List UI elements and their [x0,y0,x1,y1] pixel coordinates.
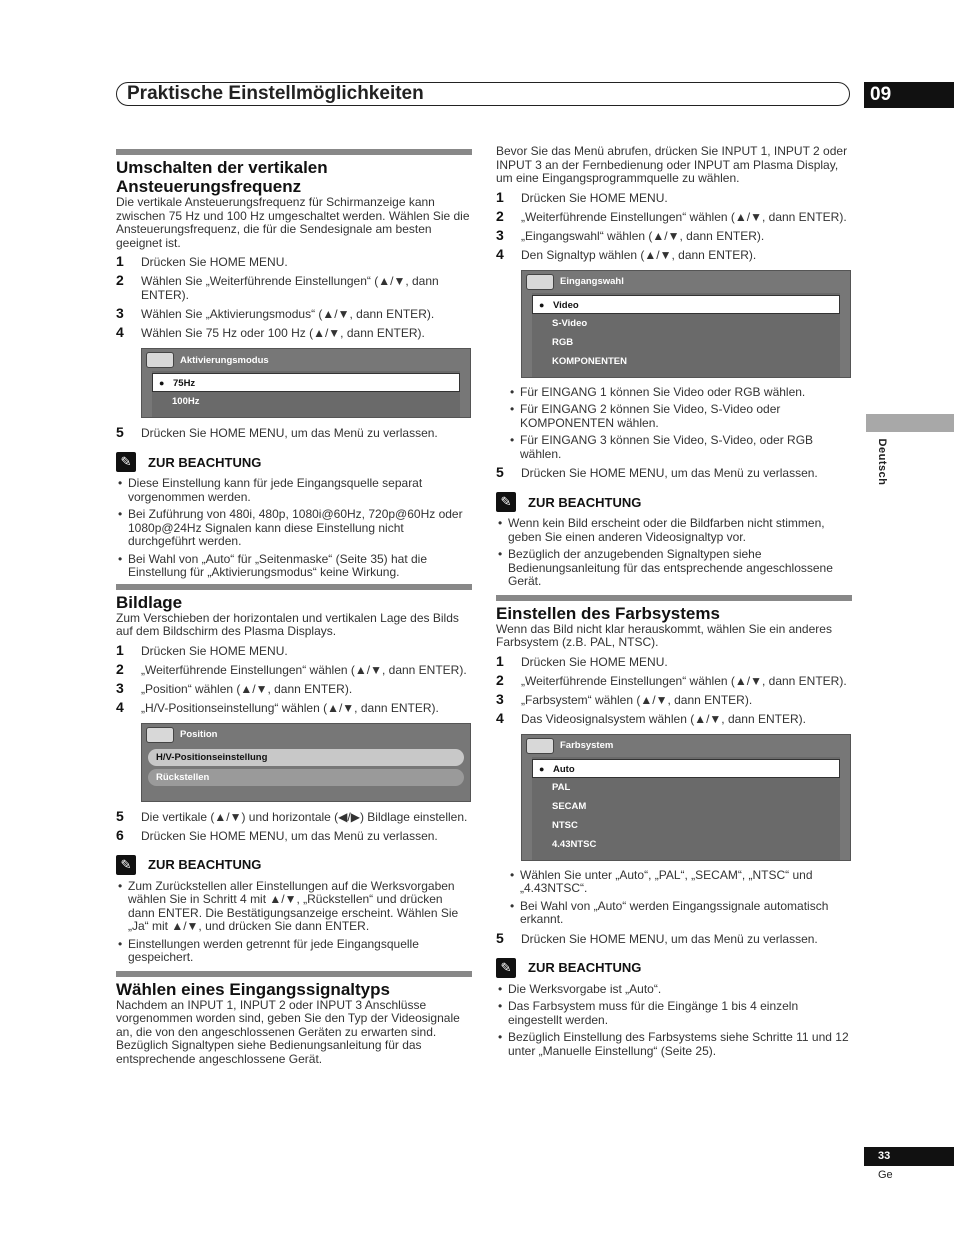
note-item: • Die Werksvorgabe ist „Auto“. [496,983,852,997]
step: 4 Das Videosignalsystem wählen (▲/▼, dann ENTER). [496,709,806,726]
step: 2 „Weiterführende Einstellungen“ wählen (▲/▼, dann ENTER). [496,207,847,224]
menu-item: RGB [552,336,574,348]
chapter-header [116,82,850,106]
menu-screenshot-farbsystem: Farbsystem ● Auto PAL SECAM NTSC 4.43NTSC [521,734,851,861]
menu-item: 100Hz [172,396,200,407]
step: 1 Drücken Sie HOME MENU. [116,253,288,269]
menu-item: 4.43NTSC [552,838,597,850]
step: 3 Wählen Sie „Aktivierungsmodus“ (▲/▼, dann ENTER). [116,305,435,321]
step: 4 Wählen Sie 75 Hz oder 100 Hz (▲/▼, dann ENTER). [116,324,425,340]
menu-screenshot-eingangswahl: Eingangswahl ● Video S-Video RGB KOMPONENTEN [521,270,851,378]
step: 2 „Weiterführende Einstellungen“ wählen (▲/▼, dann ENTER). [496,671,847,688]
note-header: ✎ ZUR BEACHTUNG [496,958,852,978]
menu-item: Rückstellen [148,769,464,786]
menu-item: ● 75Hz [152,373,460,392]
menu-screenshot-aktivierungsmodus: Aktivierungsmodus ● 75Hz 100Hz [141,348,471,418]
section-intro: Die vertikale Ansteuerungsfrequenz für Schirmanzeige kann zwischen 75 Hz und 100 Hz umgeschaltet werden. Wählen Sie die Ansteuerungsfrequenz, die für die Sendesignale am besten geeignet ist. [116,195,470,250]
menu-item: S-Video [552,317,588,329]
step: 1 Drücken Sie HOME MENU. [496,188,668,205]
note-pencil-icon: ✎ [116,855,136,875]
step: 5 Drücken Sie HOME MENU, um das Menü zu verlassen. [496,929,818,946]
step: 1 Drücken Sie HOME MENU. [116,641,288,658]
note-pencil-icon: ✎ [496,492,516,512]
section-title-eingangssignal: Wählen eines Eingangssignaltyps [116,979,390,999]
menu-item: PAL [552,781,571,793]
step: 3 „Eingangswahl“ wählen (▲/▼, dann ENTER). [496,226,765,243]
section-rule [116,149,472,155]
note-header: ✎ ZUR BEACHTUNG [496,492,852,512]
menu-item: KOMPONENTEN [552,355,627,367]
menu-icon [526,738,554,754]
note-item: • Das Farbsystem muss für die Eingänge 1 bis 4 einzeln eingestellt werden. [496,1000,852,1027]
step: 6 Drücken Sie HOME MENU, um das Menü zu verlassen. [116,826,438,843]
menu-item: ● Auto [532,759,840,778]
step: 2 „Weiterführende Einstellungen“ wählen (▲/▼, dann ENTER). [116,660,467,677]
menu-icon [526,274,554,290]
note-item: • Bei Wahl von „Auto“ für „Seitenmaske“ (Seite 35) hat die Einstellung für „Aktivierungsmodus“ keine Wirkung. [116,553,472,580]
chapter-number: 09 [864,82,954,108]
step: 1 Drücken Sie HOME MENU. [496,652,668,669]
step: 4 „H/V-Positionseinstellung“ wählen (▲/▼, dann ENTER). [116,698,439,715]
note-header: ✎ ZUR BEACHTUNG [116,855,472,875]
page-title: Praktische Einstellmöglichkeiten [127,83,424,104]
step: 2 Wählen Sie „Weiterführende Einstellungen“ (▲/▼, dann ENTER). [116,272,439,302]
note-item: • Diese Einstellung kann für jede Eingangsquelle separat vorgenommen werden. [116,477,472,504]
note-item: • Zum Zurückstellen aller Einstellungen auf die Werksvorgaben wählen Sie in Schritt 4 mit ▲/▼, „Rückstellen“ und drücken dann ENTER. Die Bestätigungsanzeige erscheint. Wählen Sie „Ja“ mit ▲/▼, und drücken Sie dann ENTER. [116,880,472,934]
step: 4 Den Signaltyp wählen (▲/▼, dann ENTER). [496,245,757,262]
section-intro: Zum Verschieben der horizontalen und vertikalen Lage des Bilds auf dem Bildschirm des Plasma Displays. [116,610,459,638]
section-title-frequency: Umschalten der vertikalen Ansteuerungsfrequenz [116,158,328,196]
section-rule [116,971,472,977]
menu-screenshot-position: Position H/V-Positionseinstellung Rückstellen [141,723,471,802]
menu-icon [146,352,174,368]
step: 5 Drücken Sie HOME MENU, um das Menü zu verlassen. [116,424,438,440]
note-pencil-icon: ✎ [496,958,516,978]
note-item: • Einstellungen werden getrennt für jede Eingangsquelle gespeichert. [116,938,472,965]
step: 5 Drücken Sie HOME MENU, um das Menü zu verlassen. [496,464,818,480]
section-intro: Nachdem an INPUT 1, INPUT 2 oder INPUT 3 Anschlüsse vorgenommen worden sind, geben Sie den Typ der Videosignale an, die von den angeschlossenen Geräten zu erwarten sind. Bezüglich Signaltypen siehe Bedienungsanleitung für das entsprechende angeschlossene Gerät. [116,997,460,1066]
page-lang-code: Ge [878,1169,893,1181]
step: 3 „Farbsystem“ wählen (▲/▼, dann ENTER). [496,690,753,707]
section-intro: Wenn das Bild nicht klar herauskommt, wählen Sie ein anderes Farbsystem (z.B. PAL, NTSC). [496,621,832,649]
menu-item: ● Video [532,295,840,314]
language-label: Deutsch [876,438,888,486]
step: 5 Die vertikale (▲/▼) und horizontale (◀/▶) Bildlage einstellen. [116,807,468,824]
menu-item: H/V-Positionseinstellung [148,749,464,766]
note-pencil-icon: ✎ [116,452,136,472]
page-number: 33 [864,1147,954,1166]
menu-icon [146,727,174,743]
section-rule [116,584,472,590]
bullet-item: • Wählen Sie unter „Auto“, „PAL“, „SECAM“, „NTSC“ und „4.43NTSC“. [508,869,852,896]
note-header: ✎ ZUR BEACHTUNG [116,452,472,472]
step: 3 „Position“ wählen (▲/▼, dann ENTER). [116,679,353,696]
note-item: • Bezüglich Einstellung des Farbsystems siehe Schritte 11 und 12 unter „Manuelle Einstellung“ (Seite 25). [496,1031,852,1058]
section-intro: Bevor Sie das Menü abrufen, drücken Sie INPUT 1, INPUT 2 oder INPUT 3 an der Fernbedienung oder INPUT am Plasma Display, um eine Eingangsprogrammquelle zu wählen. [496,144,848,185]
bullet-item: • Bei Wahl von „Auto“ werden Eingangssignale automatisch erkannt. [508,900,852,927]
language-tab [866,414,954,432]
note-item: • Bezüglich der anzugebenden Signaltypen siehe Bedienungsanleitung für das entsprechende angeschlossene Gerät. [496,548,852,589]
section-title-bildlage: Bildlage [116,592,183,612]
bullet-item: • Für EINGANG 1 können Sie Video oder RGB wählen. [508,386,852,400]
note-item: • Bei Zuführung von 480i, 480p, 1080i@60Hz, 720p@60Hz oder 1080p@24Hz Signalen kann diese Einstellung nicht durchgeführt werden. [116,508,472,549]
menu-item: NTSC [552,819,578,831]
section-rule [496,595,852,601]
right-column [496,145,852,1062]
bullet-item: • Für EINGANG 2 können Sie Video, S-Video oder KOMPONENTEN wählen. [508,403,852,430]
menu-item: SECAM [552,800,587,812]
note-item: • Wenn kein Bild erscheint oder die Bildfarben nicht stimmen, geben Sie einen anderen Videosignaltyp vor. [496,517,852,544]
section-title-farbsystem: Einstellen des Farbsystems [496,603,720,623]
bullet-item: • Für EINGANG 3 können Sie Video, S-Video, oder RGB wählen. [508,434,852,461]
left-column [116,149,472,1066]
